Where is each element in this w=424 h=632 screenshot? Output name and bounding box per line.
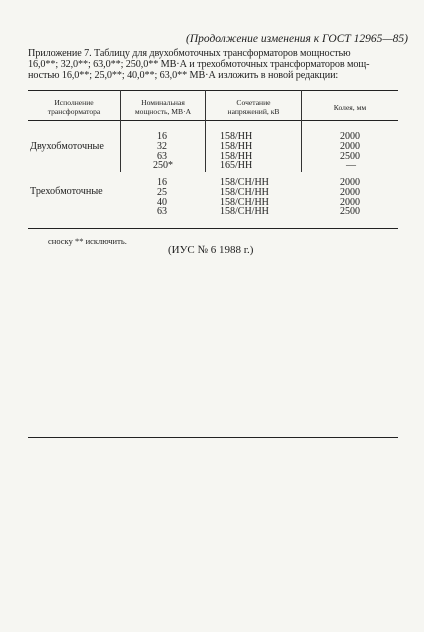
column-header-type: Исполнение трансформатора: [47, 98, 101, 116]
table-cell-voltage: 158/НН: [220, 141, 253, 152]
table-cell-power: 250*: [153, 160, 173, 171]
table-cell-gauge: 2000: [340, 177, 360, 188]
table-bottom-rule: [28, 228, 398, 229]
table-cell-power: 25: [157, 187, 167, 198]
source-reference: (ИУС № 6 1988 г.): [168, 244, 254, 256]
table-cell-power: 16: [157, 131, 167, 142]
table-cell-voltage: 158/СН/НН: [220, 187, 269, 198]
table-cell-voltage: 158/НН: [220, 131, 253, 142]
table-cell-power: 63: [157, 151, 167, 162]
group-name-two-winding: Двухобмоточные: [30, 141, 104, 152]
paragraph-line-3: ностью 16,0**; 25,0**; 40,0**; 63,0** МВ·А изложить в новой редакции:: [28, 70, 339, 81]
table-cell-gauge: 2000: [340, 131, 360, 142]
table-cell-power: 32: [157, 141, 167, 152]
table-cell-power: 16: [157, 177, 167, 188]
column-header-voltage: Сочетание напряжений, кВ: [227, 98, 280, 116]
group-name-three-winding: Трехобмоточные: [30, 186, 103, 197]
column-header-power: Номинальная мощность, МВ·А: [134, 98, 192, 116]
table-header-rule: [28, 120, 398, 121]
column-header-gauge: Колея, мм: [333, 103, 367, 112]
table-cell-gauge: 2000: [340, 187, 360, 198]
table-cell-voltage: 158/СН/НН: [220, 177, 269, 188]
table-cell-voltage: 165/НН: [220, 160, 253, 171]
table-cell-gauge: 2500: [340, 206, 360, 217]
table-cell-power: 63: [157, 206, 167, 217]
table-cell-gauge: 2000: [340, 141, 360, 152]
table-cell-gauge: —: [346, 160, 356, 171]
table-cell-voltage: 158/СН/НН: [220, 206, 269, 217]
footnote-text: сноску ** исключить.: [48, 236, 127, 246]
table-cell-voltage: 158/НН: [220, 151, 253, 162]
table-cell-gauge: 2000: [340, 197, 360, 208]
table-cell-voltage: 158/СН/НН: [220, 197, 269, 208]
table-top-rule: [28, 90, 398, 91]
paragraph-line-1: Приложение 7. Таблицу для двухобмоточных трансформаторов мощностью: [28, 48, 351, 59]
table-cell-power: 40: [157, 197, 167, 208]
page-bottom-rule: [28, 437, 398, 438]
page-header: (Продолжение изменения к ГОСТ 12965—85): [186, 33, 408, 45]
table-cell-gauge: 2500: [340, 151, 360, 162]
paragraph-line-2: 16,0**; 32,0**; 63,0**; 250,0** МВ·А и трехобмоточных трансформаторов мощ-: [28, 59, 370, 70]
